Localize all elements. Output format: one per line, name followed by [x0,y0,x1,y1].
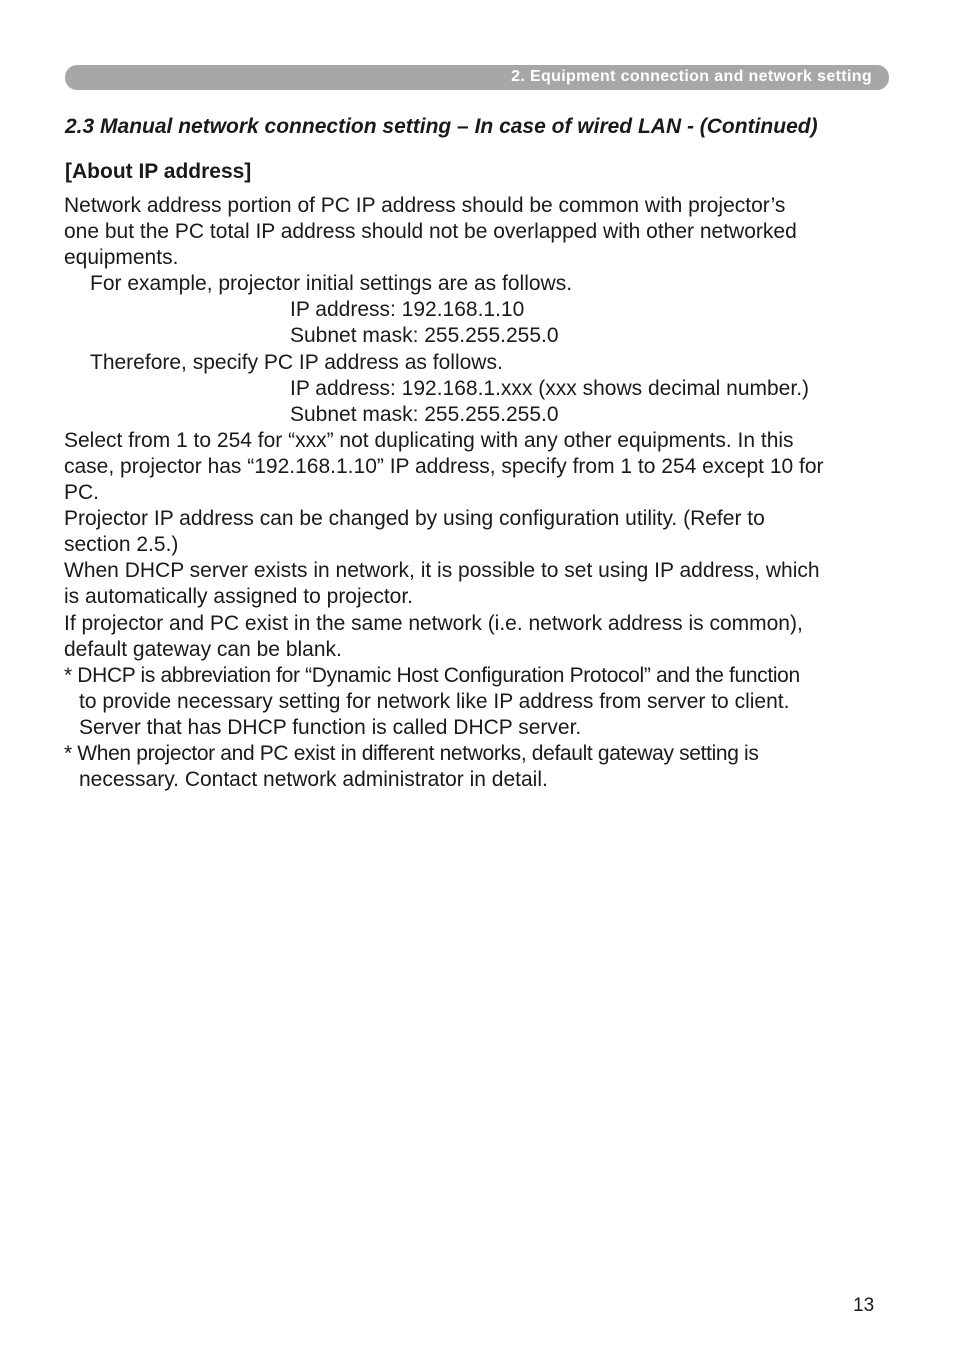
projector-ip-address: IP address: 192.168.1.10 [290,298,525,322]
paragraph-line: Network address portion of PC IP address should be common with projector’s [64,194,786,217]
paragraph-line: When DHCP server exists in network, it is possible to set using IP address, which [64,559,820,583]
dhcp-note-line: to provide necessary setting for network like IP address from server to client. [79,689,790,713]
sub-heading: [About IP address] [65,160,252,183]
example-intro: For example, projector initial settings are as follows. [90,272,573,296]
body-text [64,193,894,793]
paragraph-line: Select from 1 to 254 for “xxx” not duplicating with any other equipments. In this [64,428,794,452]
dhcp-note-line: Server that has DHCP function is called DHCP server. [79,715,582,739]
paragraph-line: section 2.5.) [64,533,179,557]
gateway-note-line: necessary. Contact network administrator in detail. [79,768,548,792]
paragraph-line: equipments. [64,246,179,270]
paragraph-line: If projector and PC exist in the same network (i.e. network address is common), [64,611,803,635]
therefore-intro: Therefore, specify PC IP address as follows. [90,350,503,374]
paragraph-line: PC. [64,481,100,505]
paragraph-line: one but the PC total IP address should not be overlapped with other networked [64,220,797,244]
paragraph-line: default gateway can be blank. [64,637,342,661]
paragraph-line: is automatically assigned to projector. [64,585,414,609]
gateway-note-line: * When projector and PC exist in different networks, default gateway setting is [64,741,759,765]
page-number: 13 [853,1295,875,1316]
chapter-header-label: 2. Equipment connection and network setting [511,68,872,85]
pc-ip-address: IP address: 192.168.1.xxx (xxx shows decimal number.) [290,376,810,400]
projector-subnet-mask: Subnet mask: 255.255.255.0 [290,324,559,348]
paragraph-line: case, projector has “192.168.1.10” IP address, specify from 1 to 254 except 10 for [64,454,824,478]
section-title: 2.3 Manual network connection setting – In case of wired LAN - (Continued) [65,115,818,138]
chapter-header-bar [65,65,889,90]
paragraph-line: Projector IP address can be changed by using configuration utility. (Refer to [64,507,765,531]
dhcp-note-line: * DHCP is abbreviation for “Dynamic Host Configuration Protocol” and the function [64,663,800,687]
pc-subnet-mask: Subnet mask: 255.255.255.0 [290,402,559,426]
